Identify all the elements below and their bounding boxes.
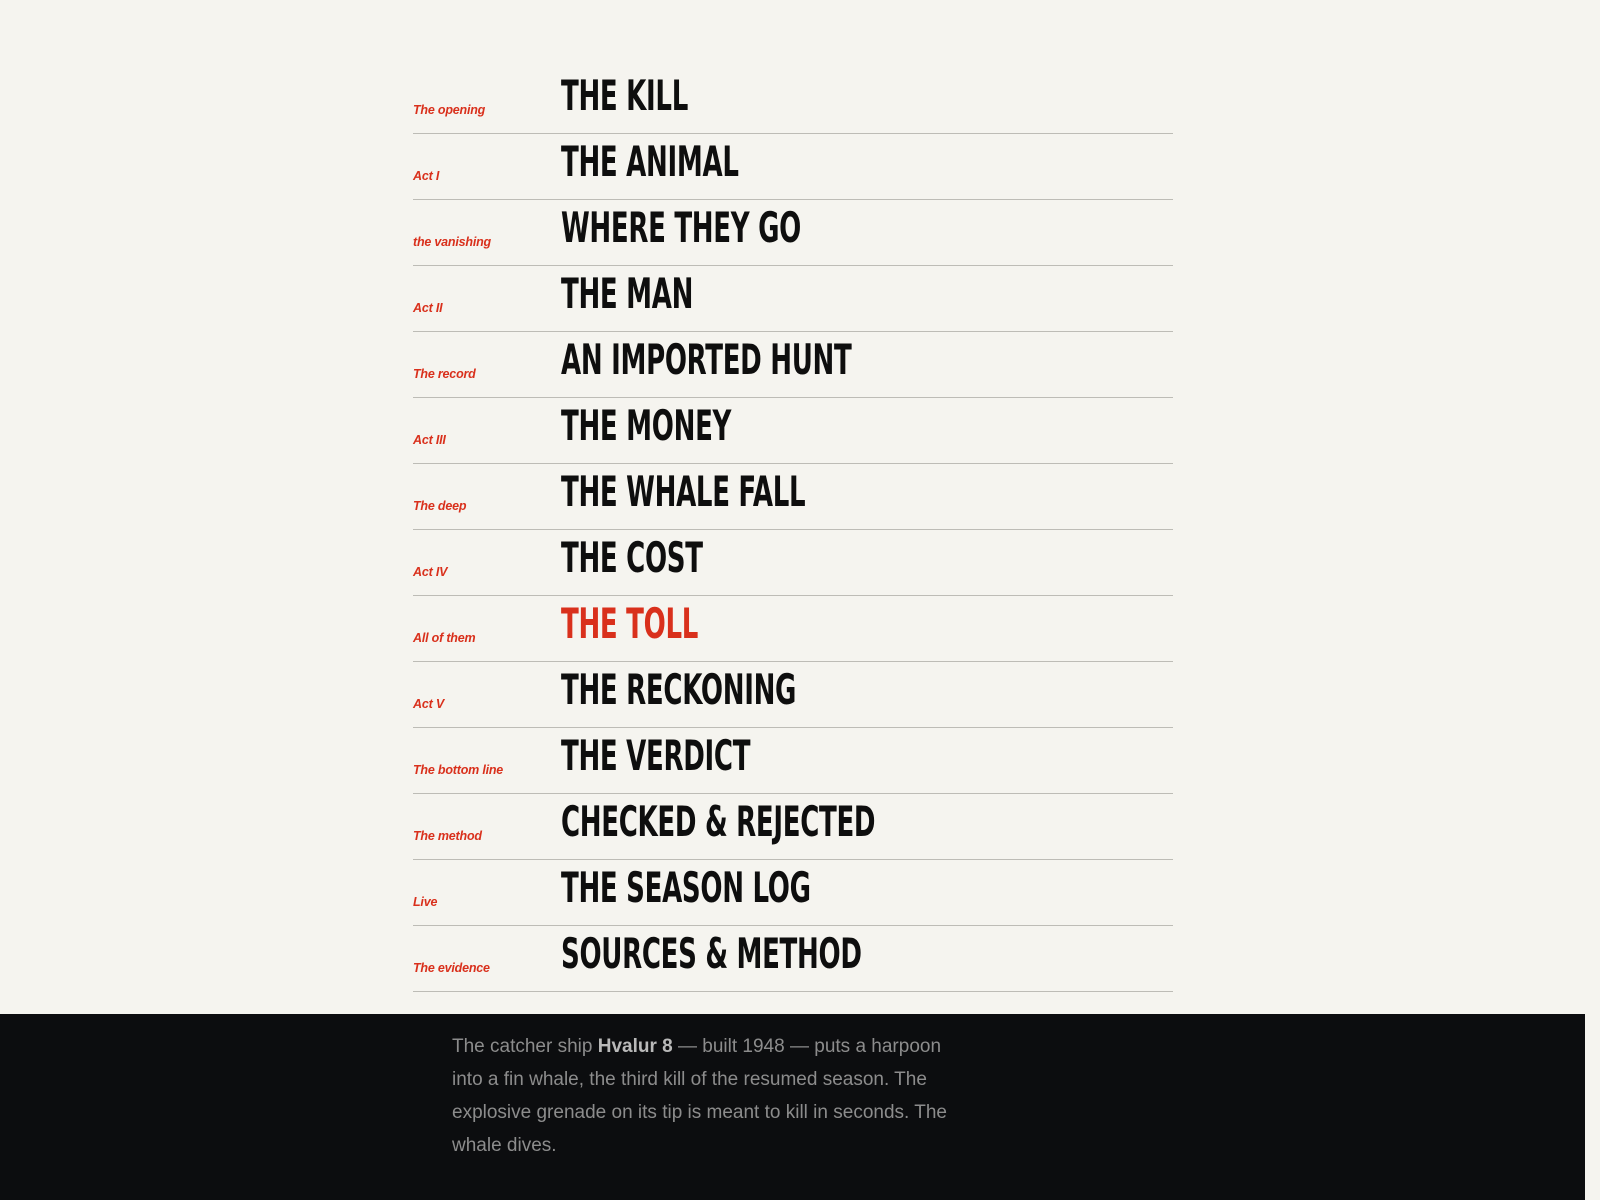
chapter-kicker: Live: [413, 895, 438, 909]
chapter-link-the-reckoning[interactable]: [413, 662, 1173, 728]
chapter-link-the-toll[interactable]: [413, 596, 1173, 662]
chapter-link-the-kill[interactable]: [413, 68, 1173, 134]
chapter-title: THE KILL: [561, 71, 688, 120]
chapter-kicker: The opening: [413, 103, 486, 117]
chapter-title: THE SEASON LOG: [561, 863, 811, 912]
chapter-index: [413, 68, 1173, 992]
chapter-kicker: The evidence: [413, 961, 490, 975]
chapter-title: THE WHALE FALL: [561, 467, 806, 516]
chapter-title: AN IMPORTED HUNT: [561, 335, 852, 384]
chapter-kicker: Act I: [413, 169, 440, 183]
chapter-title: THE MAN: [561, 269, 694, 318]
scene-caption: [452, 1030, 972, 1162]
chapter-link-sources-and-method[interactable]: [413, 926, 1173, 992]
chapter-title: THE RECKONING: [561, 665, 797, 714]
chapter-link-the-whale-fall[interactable]: [413, 464, 1173, 530]
caption-body: — built 1948 — puts a harpoon into a fin whale, the third kill of the resumed season. The explosive grenade on its tip is meant to kill in seconds. The whale dives.: [452, 1036, 947, 1156]
chapter-kicker: The record: [413, 367, 476, 381]
chapter-title: WHERE THEY GO: [561, 203, 801, 252]
chapter-kicker: Act V: [413, 697, 444, 711]
chapter-kicker: Act III: [413, 433, 446, 447]
caption-lead: The catcher ship: [452, 1036, 598, 1057]
chapter-link-where-they-go[interactable]: [413, 200, 1173, 266]
chapter-link-the-verdict[interactable]: [413, 728, 1173, 794]
chapter-link-checked-and-rejected[interactable]: [413, 794, 1173, 860]
chapter-title: THE ANIMAL: [561, 137, 739, 186]
chapter-kicker: The deep: [413, 499, 467, 513]
ship-name: Hvalur 8: [597, 1036, 673, 1057]
chapter-link-the-man[interactable]: [413, 266, 1173, 332]
chapter-link-the-money[interactable]: [413, 398, 1173, 464]
chapter-title: CHECKED & REJECTED: [561, 797, 876, 846]
chapter-link-the-season-log[interactable]: [413, 860, 1173, 926]
chapter-kicker: The method: [413, 829, 482, 843]
chapter-title: THE VERDICT: [561, 731, 751, 780]
chapter-title-active: THE TOLL: [561, 599, 699, 648]
chapter-kicker: All of them: [413, 631, 476, 645]
chapter-link-the-cost[interactable]: [413, 530, 1173, 596]
chapter-link-the-animal[interactable]: [413, 134, 1173, 200]
chapter-kicker: The bottom line: [413, 763, 504, 777]
chapter-kicker: Act II: [413, 301, 443, 315]
chapter-link-an-imported-hunt[interactable]: [413, 332, 1173, 398]
chapter-title: THE COST: [561, 533, 703, 582]
chapter-kicker: the vanishing: [413, 235, 491, 249]
chapter-title: SOURCES & METHOD: [561, 929, 862, 978]
chapter-kicker: Act IV: [413, 565, 448, 579]
chapter-title: THE MONEY: [561, 401, 732, 450]
